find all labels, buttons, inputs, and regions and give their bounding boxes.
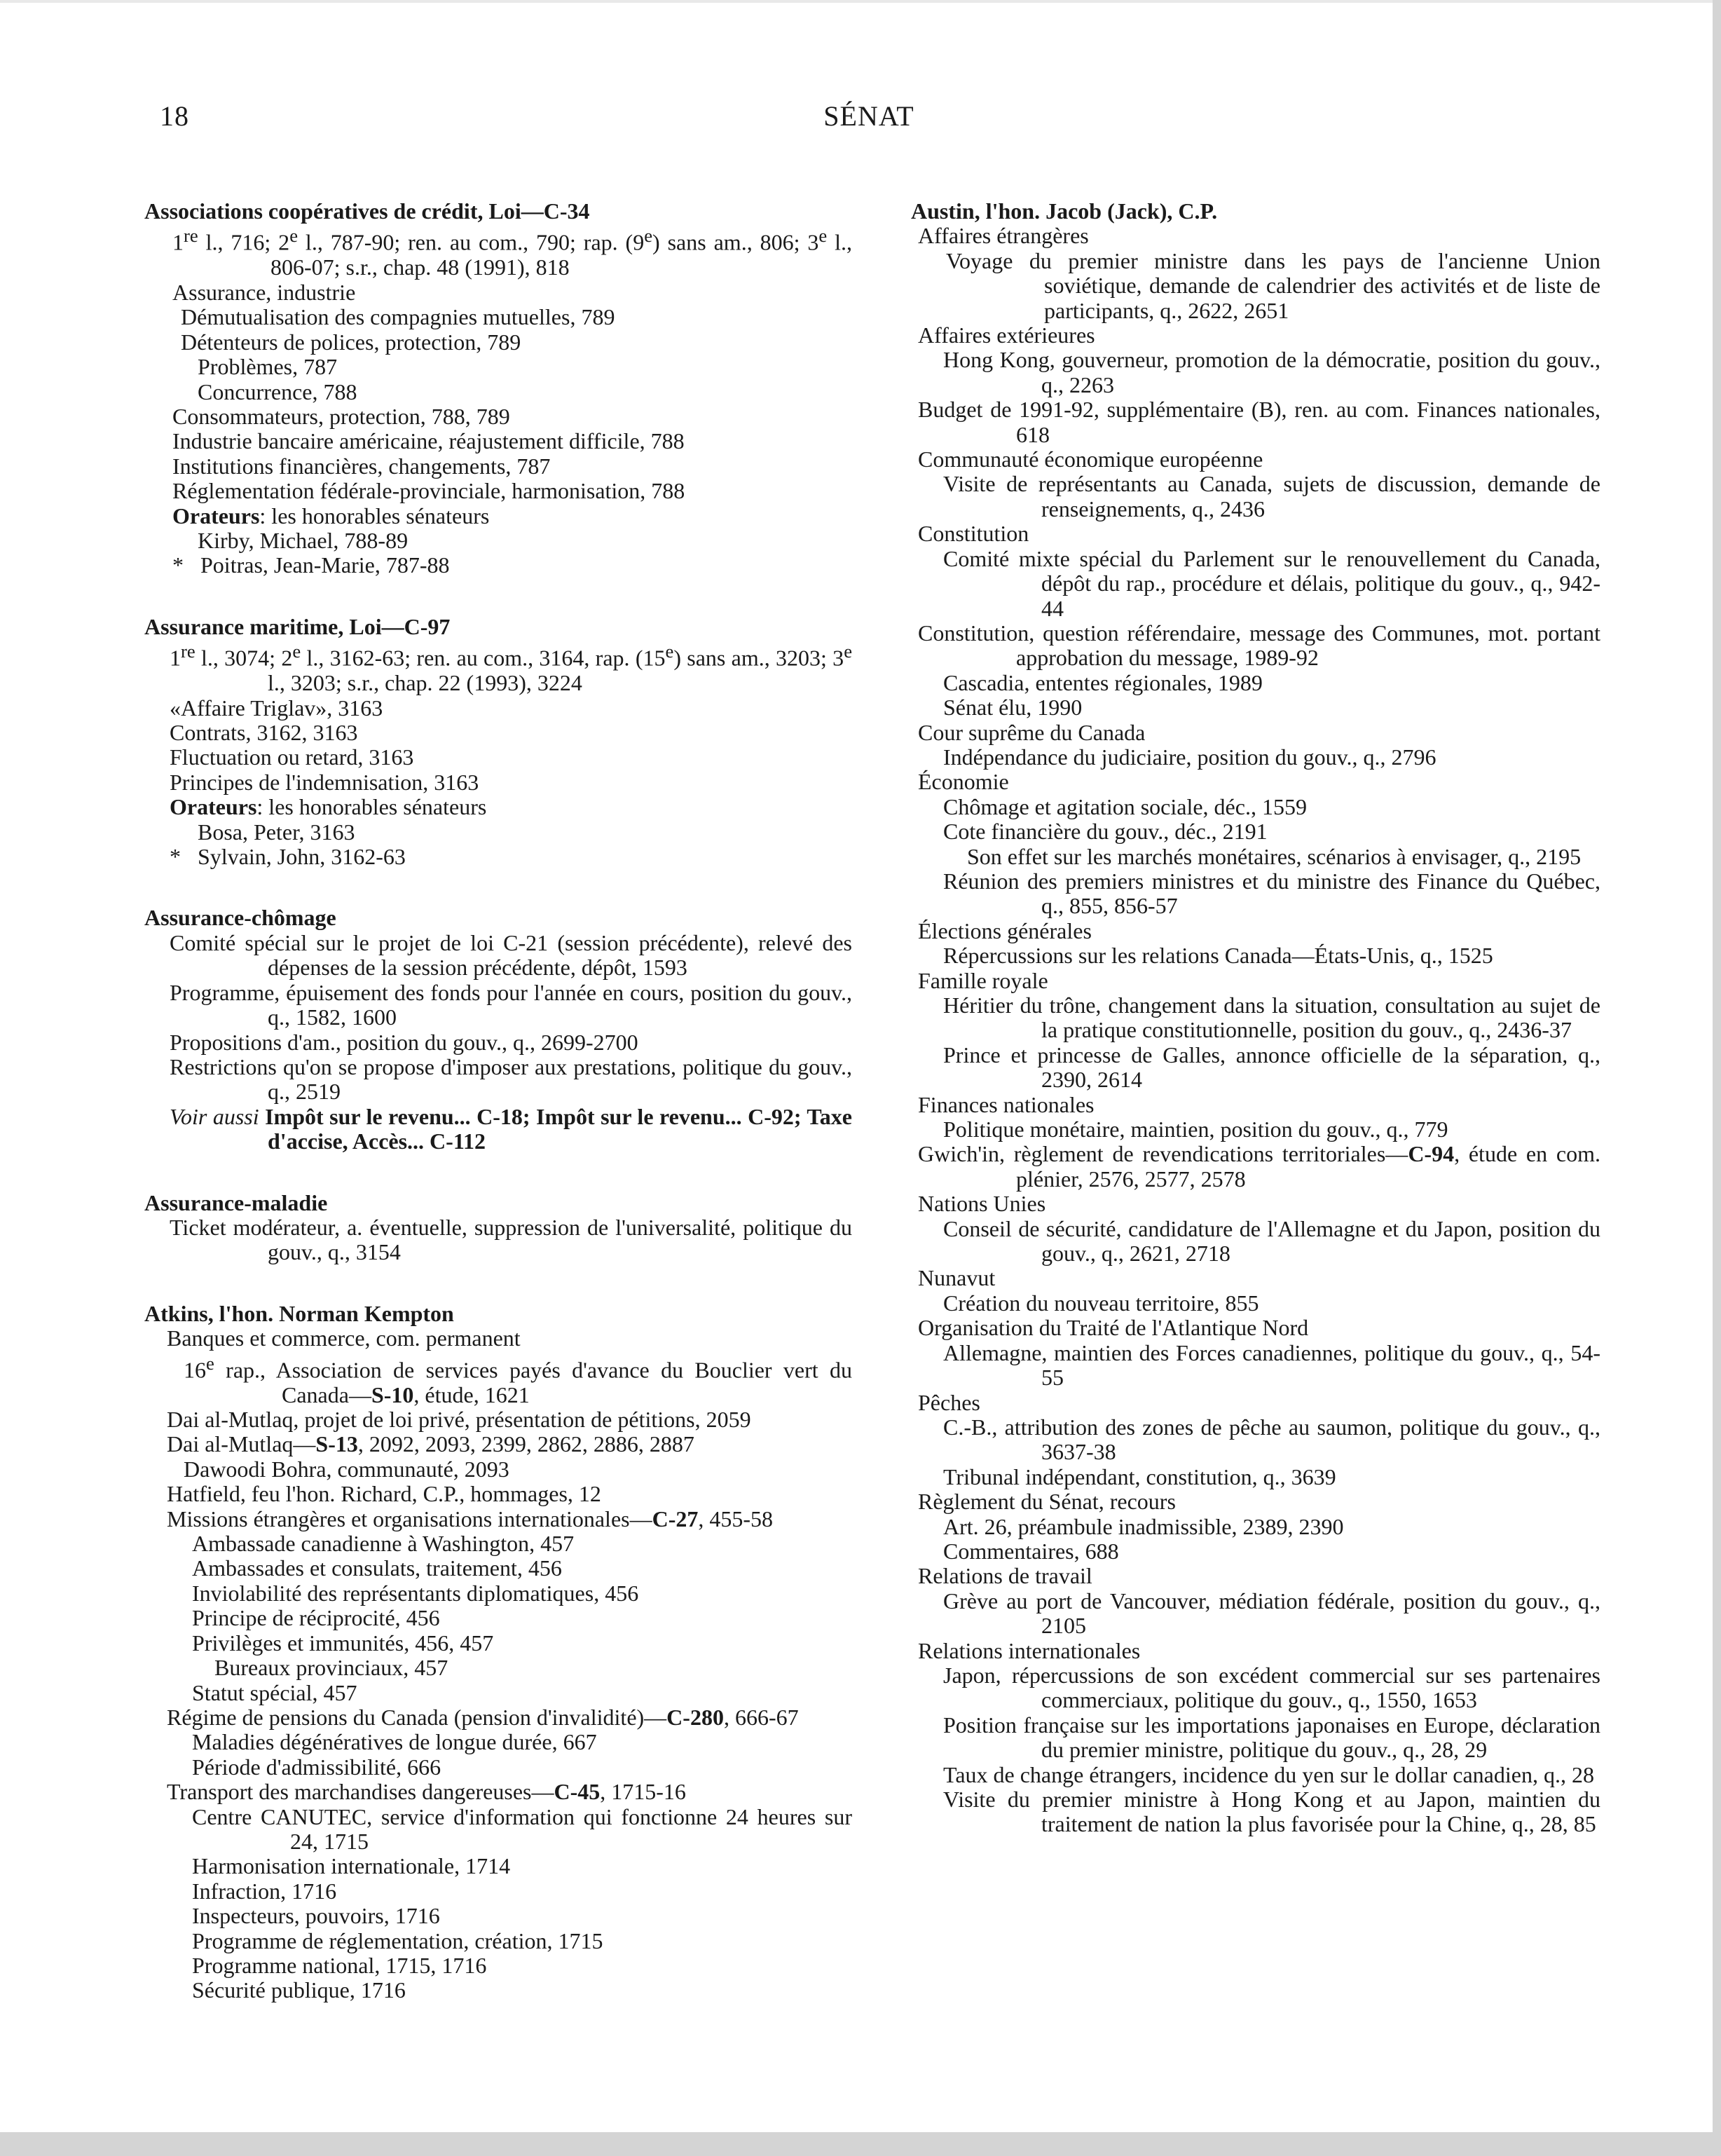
subentry: Privilèges et immunités, 456, 457 xyxy=(192,1630,494,1656)
subentry: Consommateurs, protection, 788, 789 xyxy=(172,403,510,429)
subentry: Régime de pensions du Canada (pension d'invalidité)—C-280, 666-67 xyxy=(167,1704,799,1730)
speaker: Bosa, Peter, 3163 xyxy=(198,819,355,845)
subentry: Ambassade canadienne à Washington, 457 xyxy=(192,1531,575,1557)
subentry: Réglementation fédérale-provinciale, harmonisation, 788 xyxy=(172,478,685,504)
subentry: Cote financière du gouv., déc., 2191 xyxy=(943,819,1268,845)
subentry: Commentaires, 688 xyxy=(943,1538,1119,1564)
subentry: Programme de réglementation, création, 1715 xyxy=(192,1928,603,1953)
subentry: Affaires étrangères xyxy=(918,223,1089,249)
subentry: Programme national, 1715, 1716 xyxy=(192,1952,487,1978)
subentry: Inviolabilité des représentants diplomatiques, 456 xyxy=(192,1580,639,1606)
subentry: Famille royale xyxy=(918,967,1048,993)
entry-heading: Associations coopératives de crédit, Loi—C-34 xyxy=(144,198,590,224)
subentry: Constitution xyxy=(918,521,1029,547)
subentry: Position française sur les importations japonaises en Europe, déclaration du premier ministre, politique du gouv., q., 28, 29 xyxy=(943,1712,1600,1763)
subentry: Bureaux provinciaux, 457 xyxy=(214,1655,448,1681)
subentry: Hong Kong, gouverneur, promotion de la démocratie, position du gouv., q., 2263 xyxy=(943,347,1600,397)
subentry: Héritier du trône, changement dans la situation, consultation au sujet de la pratique constitutionnelle, position du gouv., q., 2436-37 xyxy=(943,992,1600,1043)
index-entry xyxy=(144,1191,852,1265)
subentry: Grève au port de Vancouver, médiation fédérale, position du gouv., q., 2105 xyxy=(943,1588,1600,1639)
subentry: Relations de travail xyxy=(918,1563,1092,1589)
subentry: Art. 26, préambule inadmissible, 2389, 2390 xyxy=(943,1513,1344,1539)
scan-border-top xyxy=(0,0,1721,3)
subentry: Japon, répercussions de son excédent commercial sur ses partenaires commerciaux, politique du gouv., q., 1550, 1653 xyxy=(943,1662,1600,1713)
subentry: Visite de représentants au Canada, sujets de discussion, demande de renseignements, q., 2436 xyxy=(943,471,1600,521)
index-entry xyxy=(144,199,852,578)
subentry: Principe de réciprocité, 456 xyxy=(192,1605,440,1631)
scan-border-right xyxy=(1713,0,1721,2156)
subentry: Répercussions sur les relations Canada—États-Unis, q., 1525 xyxy=(943,943,1493,969)
running-head: SÉNAT xyxy=(823,100,914,132)
subentry: Règlement du Sénat, recours xyxy=(918,1489,1176,1515)
subentry: Propositions d'am., position du gouv., q., 2699-2700 xyxy=(170,1029,638,1055)
bill-stages: 1re l., 716; 2e l., 787-90; ren. au com., 790; rap. (9e) sans am., 806; 3e l., 806-07; s.r., chap. 48 (1991), 818 xyxy=(172,225,853,280)
subentry: Ambassades et consulats, traitement, 456 xyxy=(192,1555,562,1581)
subentry: Missions étrangères et organisations internationales—C-27, 455-58 xyxy=(167,1506,774,1531)
subentry: «Affaire Triglav», 3163 xyxy=(170,695,383,721)
subentry: Son effet sur les marchés monétaires, scénarios à envisager, q., 2195 xyxy=(967,843,1582,869)
subentry: Inspecteurs, pouvoirs, 1716 xyxy=(192,1903,440,1929)
entry-heading: Atkins, l'hon. Norman Kempton xyxy=(144,1300,454,1326)
entry-heading: Austin, l'hon. Jacob (Jack), C.P. xyxy=(911,198,1218,224)
subentry: Nations Unies xyxy=(918,1191,1046,1217)
subentry: 16e rap., Association de services payés d'avance du Bouclier vert du Canada—S-10, étude, 1621 xyxy=(184,1352,852,1407)
bill-stages: 1re l., 3074; 2e l., 3162-63; ren. au com., 3164, rap. (15e) sans am., 3203; 3e l., 3203; s.r., chap. 22 (1993), 3224 xyxy=(170,641,853,696)
subentry: Infraction, 1716 xyxy=(192,1878,337,1904)
subentry: Politique monétaire, maintien, position du gouv., q., 779 xyxy=(943,1117,1448,1142)
left-column xyxy=(144,199,852,2040)
right-column xyxy=(911,199,1600,1874)
scan-border-bottom xyxy=(0,2132,1721,2156)
subentry: Assurance, industrie xyxy=(172,279,356,305)
index-entry xyxy=(144,906,852,1154)
subentry: Concurrence, 788 xyxy=(198,378,357,404)
subentry: Nunavut xyxy=(918,1265,996,1291)
subentry: Élections générales xyxy=(918,917,1092,943)
subentry: Relations internationales xyxy=(918,1637,1141,1663)
subentry: Détenteurs de polices, protection, 789 xyxy=(181,329,521,355)
subentry: Création du nouveau territoire, 855 xyxy=(943,1290,1259,1316)
subentry: Industrie bancaire américaine, réajustement difficile, 788 xyxy=(172,428,685,454)
subentry: Banques et commerce, com. permanent xyxy=(167,1325,521,1351)
subentry: Taux de change étrangers, incidence du yen sur le dollar canadien, q., 28 xyxy=(943,1761,1594,1787)
subentry: Problèmes, 787 xyxy=(198,354,338,380)
see-also: Voir aussi Impôt sur le revenu... C-18; Impôt sur le revenu... C-92; Taxe d'accise, Accès... C-112 xyxy=(170,1103,853,1154)
subentry: Tribunal indépendant, constitution, q., 3639 xyxy=(943,1464,1336,1489)
subentry: Programme, épuisement des fonds pour l'année en cours, position du gouv., q., 1582, 1600 xyxy=(170,979,852,1030)
subentry: Institutions financières, changements, 787 xyxy=(172,453,551,479)
subentry: Comité mixte spécial du Parlement sur le renouvellement du Canada, dépôt du rap., procédure et délais, politique du gouv., q., 942-44 xyxy=(943,545,1600,621)
subentry: Harmonisation internationale, 1714 xyxy=(192,1853,511,1879)
entry-heading: Assurance-maladie xyxy=(144,1189,328,1215)
subentry: Pêches xyxy=(918,1389,980,1415)
subentry: Statut spécial, 457 xyxy=(192,1679,357,1705)
subentry: Démutualisation des compagnies mutuelles, 789 xyxy=(181,304,615,330)
subentry: Dai al-Mutlaq, projet de loi privé, présentation de pétitions, 2059 xyxy=(167,1407,751,1433)
subentry: Contrats, 3162, 3163 xyxy=(170,720,358,746)
subentry: Affaires extérieures xyxy=(918,322,1095,348)
index-entry xyxy=(144,1302,852,2003)
subentry: Cascadia, ententes régionales, 1989 xyxy=(943,669,1263,695)
page-number: 18 xyxy=(160,100,189,132)
subentry: Cour suprême du Canada xyxy=(918,719,1146,745)
subentry: Dai al-Mutlaq—S-13, 2092, 2093, 2399, 2862, 2886, 2887 xyxy=(167,1431,694,1457)
entry-heading: Assurance maritime, Loi—C-97 xyxy=(144,613,451,639)
subentry: Chômage et agitation sociale, déc., 1559 xyxy=(943,793,1307,819)
subentry: Fluctuation ou retard, 3163 xyxy=(170,744,414,770)
subentry: Finances nationales xyxy=(918,1091,1095,1117)
subentry: Sécurité publique, 1716 xyxy=(192,1977,406,2003)
subentry: Indépendance du judiciaire, position du gouv., q., 2796 xyxy=(943,744,1437,770)
speaker: * Poitras, Jean-Marie, 787-88 xyxy=(172,552,450,578)
subentry: Réunion des premiers ministres et du ministre des Finance du Québec, q., 855, 856-57 xyxy=(943,868,1600,919)
subentry: Gwich'in, règlement de revendications territoriales—C-94, étude en com. plénier, 2576, 2577, 2578 xyxy=(918,1141,1601,1192)
subentry: Constitution, question référendaire, message des Communes, mot. portant approbation du message, 1989-92 xyxy=(918,620,1600,671)
subentry: Sénat élu, 1990 xyxy=(943,695,1083,721)
subentry: C.-B., attribution des zones de pêche au saumon, politique du gouv., q., 3637-38 xyxy=(943,1414,1600,1465)
subentry: Dawoodi Bohra, communauté, 2093 xyxy=(184,1456,509,1482)
subentry: Ticket modérateur, a. éventuelle, suppression de l'universalité, politique du gouv., q., 3154 xyxy=(170,1214,852,1265)
subentry: Conseil de sécurité, candidature de l'Allemagne et du Japon, position du gouv., q., 2621, 2718 xyxy=(943,1215,1600,1267)
subentry: Prince et princesse de Galles, annonce officielle de la séparation, q., 2390, 2614 xyxy=(943,1042,1600,1093)
speaker: * Sylvain, John, 3162-63 xyxy=(170,844,406,870)
subentry: Maladies dégénératives de longue durée, 667 xyxy=(192,1729,597,1755)
subentry: Centre CANUTEC, service d'information qui fonctionne 24 heures sur 24, 1715 xyxy=(192,1803,852,1854)
subentry: Organisation du Traité de l'Atlantique Nord xyxy=(918,1315,1309,1341)
subentry: Hatfield, feu l'hon. Richard, C.P., hommages, 12 xyxy=(167,1481,601,1507)
subentry: Budget de 1991-92, supplémentaire (B), ren. au com. Finances nationales, 618 xyxy=(918,397,1600,447)
subentry: Économie xyxy=(918,769,1009,795)
subentry: Communauté économique européenne xyxy=(918,446,1263,472)
subentry: Comité spécial sur le projet de loi C-21 (session précédente), relevé des dépenses de la session précédente, dépôt, 1593 xyxy=(170,929,852,981)
index-entry xyxy=(144,615,852,870)
subentry: Transport des marchandises dangereuses—C-45, 1715-16 xyxy=(167,1779,686,1805)
subentry: Restrictions qu'on se propose d'imposer aux prestations, politique du gouv., q., 2519 xyxy=(170,1053,852,1105)
subentry: Voyage du premier ministre dans les pays de l'ancienne Union soviétique, demande de calendrier des activités et de liste de participants, q., 2622, 2651 xyxy=(946,247,1600,323)
speakers-label: Orateurs: les honorables sénateurs xyxy=(172,503,490,528)
speaker: Kirby, Michael, 788-89 xyxy=(198,527,409,553)
index-entry xyxy=(911,199,1600,1837)
subentry: Principes de l'indemnisation, 3163 xyxy=(170,769,479,795)
speakers-label: Orateurs: les honorables sénateurs xyxy=(170,794,487,820)
subentry: Allemagne, maintien des Forces canadiennes, politique du gouv., q., 54-55 xyxy=(943,1339,1600,1391)
subentry: Période d'admissibilité, 666 xyxy=(192,1754,441,1780)
subentry: Visite du premier ministre à Hong Kong et au Japon, maintien du traitement de nation la plus favorisée pour la Chine, q., 28, 85 xyxy=(943,1787,1600,1837)
entry-heading: Assurance-chômage xyxy=(144,905,336,931)
